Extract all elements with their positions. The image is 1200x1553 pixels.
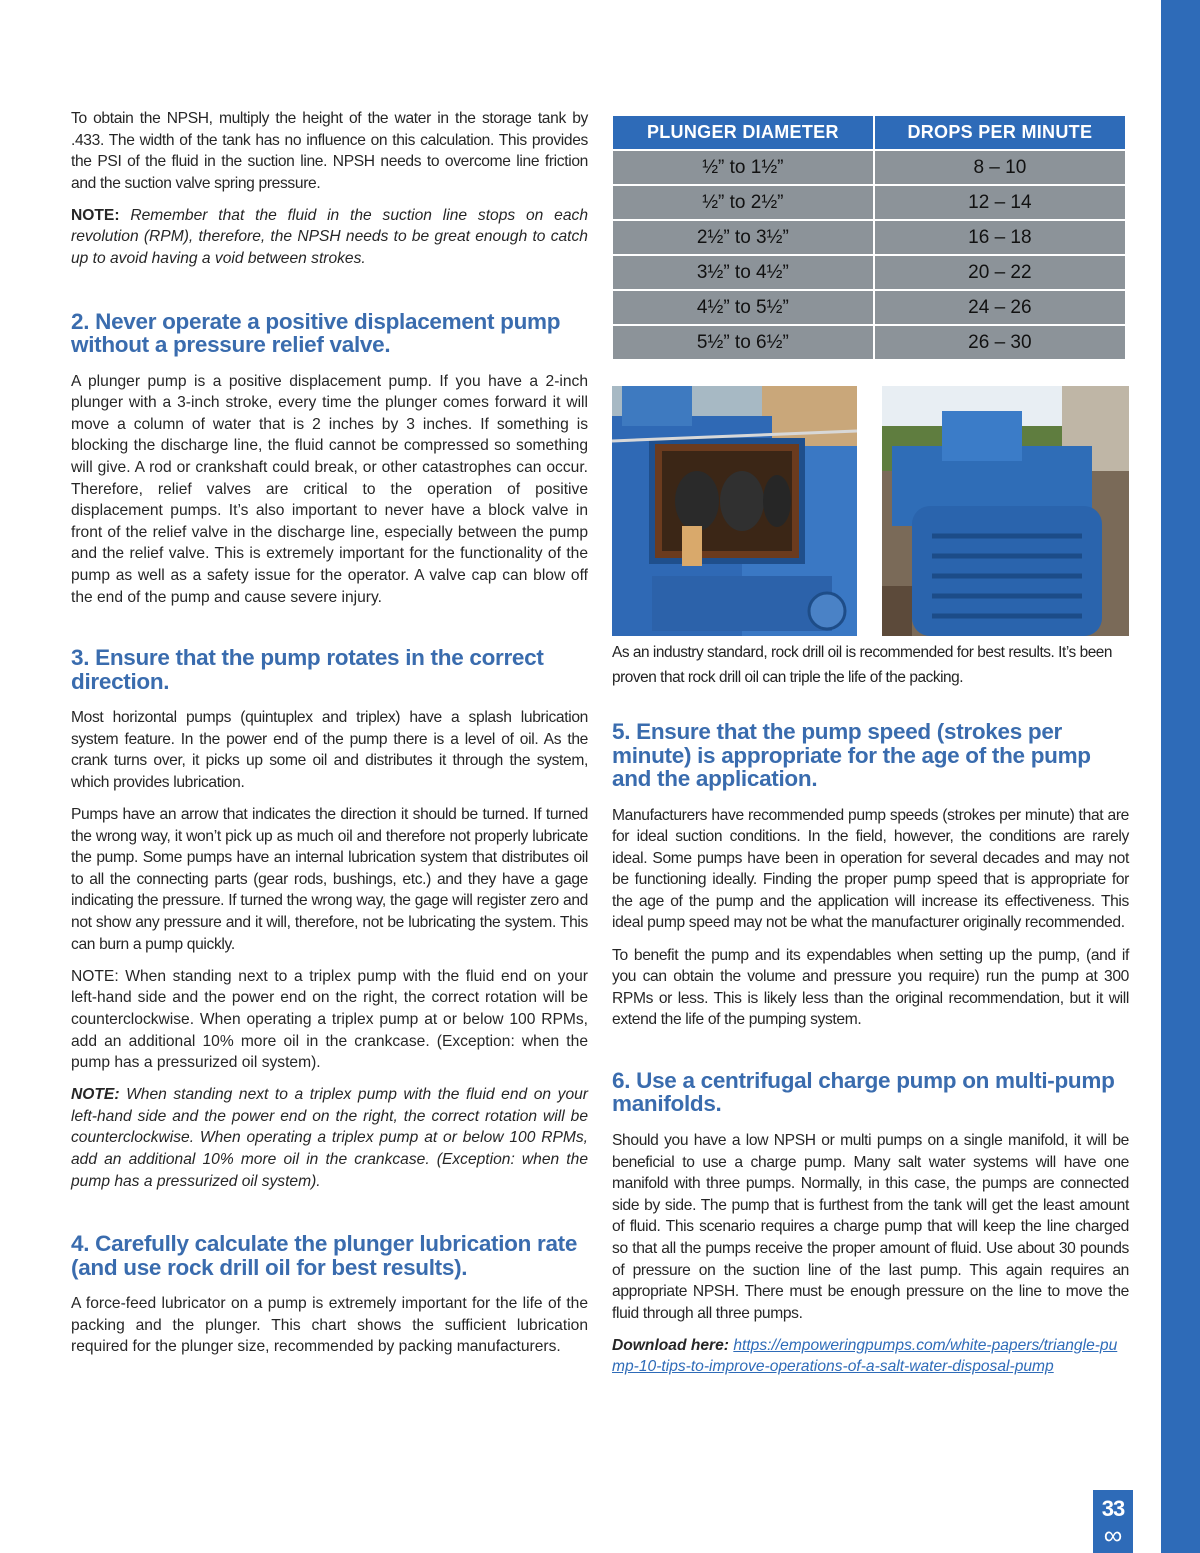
column-header-drops-per-minute: DROPS PER MINUTE xyxy=(875,116,1125,149)
drops-per-minute-cell: 24 – 26 xyxy=(875,291,1125,324)
download-line xyxy=(612,1335,1129,1378)
plunger-diameter-cell: ½” to 2½” xyxy=(613,186,873,219)
table-row xyxy=(613,291,1125,324)
side-accent-bar xyxy=(1161,0,1200,1553)
drops-per-minute-cell: 26 – 30 xyxy=(875,326,1125,359)
section-6-heading: 6. Use a centrifugal charge pump on multi-pump manifolds. xyxy=(612,1067,1115,1117)
table-row xyxy=(613,221,1125,254)
download-label: Download here: xyxy=(612,1336,729,1354)
right-column xyxy=(612,720,1129,1388)
table-row xyxy=(613,256,1125,289)
section-5-paragraph-1: Manufacturers have recommended pump speeds (strokes per minute) that are for ideal suction conditions. In the field, however, the conditions are rarely ideal. Some pumps have been in operation for several decades and may not be functioning ideally. Finding the proper pump speed that is appropriate for the age of the pump and the application will increase its effectiveness. This ideal pump speed may not be what the manufacturer originally recommended. xyxy=(612,806,1129,932)
download-link[interactable]: https://empoweringpumps.com/white-papers/triangle-pump-10-tips-to-improve-operations-of-a-salt-water-disposal-pump xyxy=(612,1336,1118,1376)
left-column xyxy=(71,108,588,1368)
page-number: 33 xyxy=(1101,1496,1125,1521)
pump-power-end-photo xyxy=(612,386,857,636)
page-number-badge xyxy=(1093,1490,1133,1553)
table-row xyxy=(613,151,1125,184)
note-text: When standing next to a triplex pump with the fluid end on your left-hand side and the power end on the right, the correct rotation will be counterclockwise. When operating a triplex pump at or below 100 RPMs, add an additional 10% more oil in the crankcase. (Exception: when the pump has a pressurized oil system). xyxy=(71,1086,588,1190)
section-3-paragraph-2: Pumps have an arrow that indicates the direction it should be turned. If turned the wrong way, it won’t pick up as much oil and therefore not properly lubricate the pump. Some pumps have an internal lubrication system that distributes oil to all the connecting parts (gear rods, bushings, etc.) and they have a gage indicating the pressure. If turned the wrong way, the gage will register zero and not show any pressure and it will, therefore, not be lubricating the system. This can burn a pump quickly. xyxy=(71,806,588,953)
drops-per-minute-cell: 12 – 14 xyxy=(875,186,1125,219)
plunger-diameter-cell: 3½” to 4½” xyxy=(613,256,873,289)
section-6-paragraph: Should you have a low NPSH or multi pumps on a single manifold, it will be beneficial to use a charge pump. Many salt water systems will have one manifold with three pumps. Normally, in this case, the pumps are connected side by side. The pump that is furthest from the tank will get the least amount of fluid. This scenario requires a charge pump that will keep the line charged so that all the pumps receive the proper amount of fluid. Use about 30 pounds of pressure on the suction line of the last pump. This again requires an appropriate NPSH. There must be enough pressure on the line to move the fluid through all three pumps. xyxy=(612,1131,1129,1322)
intro-paragraph: To obtain the NPSH, multiply the height of the water in the storage tank by .433. The width of the tank has no influence on this calculation. This provides the PSI of the fluid in the suction line. NPSH needs to overcome line friction and the suction valve spring pressure. xyxy=(71,110,588,192)
note-triplex-rotation xyxy=(71,1084,588,1192)
note-suction-line xyxy=(71,205,588,270)
note-label: NOTE: xyxy=(71,206,120,224)
lubrication-rate-table xyxy=(611,114,1127,361)
plunger-diameter-cell: ½” to 1½” xyxy=(613,151,873,184)
table-row xyxy=(613,186,1125,219)
drops-per-minute-cell: 16 – 18 xyxy=(875,221,1125,254)
section-5-paragraph-2: To benefit the pump and its expendables when setting up the pump, (and if you can obtain the volume and pressure you require) run the pump at 300 RPMs or less. This is likely less than the original recommendation, but it will extend the life of the pumping system. xyxy=(612,946,1129,1029)
electric-motor-pump-photo xyxy=(882,386,1129,636)
section-3-paragraph-3: NOTE: When standing next to a triplex pump with the fluid end on your left-hand side and the power end on the right, the correct rotation will be counterclockwise. When operating a triplex pump at or below 100 RPMs, add an additional 10% more oil in the crankcase. (Exception: when the pump has a pressurized oil system). xyxy=(71,967,588,1072)
section-2-heading: 2. Never operate a positive displacement pump without a pressure relief valve. xyxy=(71,308,561,358)
drops-per-minute-cell: 20 – 22 xyxy=(875,256,1125,289)
section-4-paragraph: A force-feed lubricator on a pump is extremely important for the life of the packing and the plunger. This chart shows the sufficient lubrication required for the plunger size, recommended by packing manufacturers. xyxy=(71,1295,588,1356)
plunger-diameter-cell: 5½” to 6½” xyxy=(613,326,873,359)
note-text: Remember that the fluid in the suction line stops on each revolution (RPM), therefore, the NPSH needs to be great enough to catch up to avoid having a void between strokes. xyxy=(71,206,588,268)
plunger-diameter-cell: 2½” to 3½” xyxy=(613,221,873,254)
section-4-heading: 4. Carefully calculate the plunger lubrication rate (and use rock drill oil for best results). xyxy=(71,1231,578,1280)
section-3-paragraph-1: Most horizontal pumps (quintuplex and triplex) have a splash lubrication system feature. In the power end of the pump there is a level of oil. As the crank turns over, it picks up some oil and distributes it through the system, which provides lubrication. xyxy=(71,709,588,791)
plunger-diameter-cell: 4½” to 5½” xyxy=(613,291,873,324)
drops-per-minute-cell: 8 – 10 xyxy=(875,151,1125,184)
table-header-row xyxy=(613,116,1125,149)
section-2-paragraph: A plunger pump is a positive displacement pump. If you have a 2-inch plunger with a 3-inch stroke, every time the plunger comes forward it will move a column of water that is 2 inches by 3 inches. If something is blocking the discharge line, the fluid cannot be compressed so something will give. A rod or crankshaft could break, or other catastrophes can occur. Therefore, relief valves are critical to the operation of positive displacement pumps. It’s also important to never have a block valve in front of the relief valve in the discharge line, especially between the pump and the relief valve. This is extremely important for the functionality of the pump as well as a safety issue for the operator. A valve cap can blow off the end of the pump and cause severe injury. xyxy=(71,372,588,606)
section-5-heading: 5. Ensure that the pump speed (strokes per minute) is appropriate for the age of the pump and the application. xyxy=(612,719,1091,791)
section-3-heading: 3. Ensure that the pump rotates in the correct direction. xyxy=(71,645,544,694)
photo-caption: As an industry standard, rock drill oil is recommended for best results. It’s been proven that rock drill oil can triple the life of the packing. xyxy=(612,644,1113,686)
infinity-icon: ∞ xyxy=(1103,1520,1123,1550)
table-row xyxy=(613,326,1125,359)
note-label: NOTE: xyxy=(71,1086,120,1104)
column-header-plunger-diameter: PLUNGER DIAMETER xyxy=(613,116,873,149)
